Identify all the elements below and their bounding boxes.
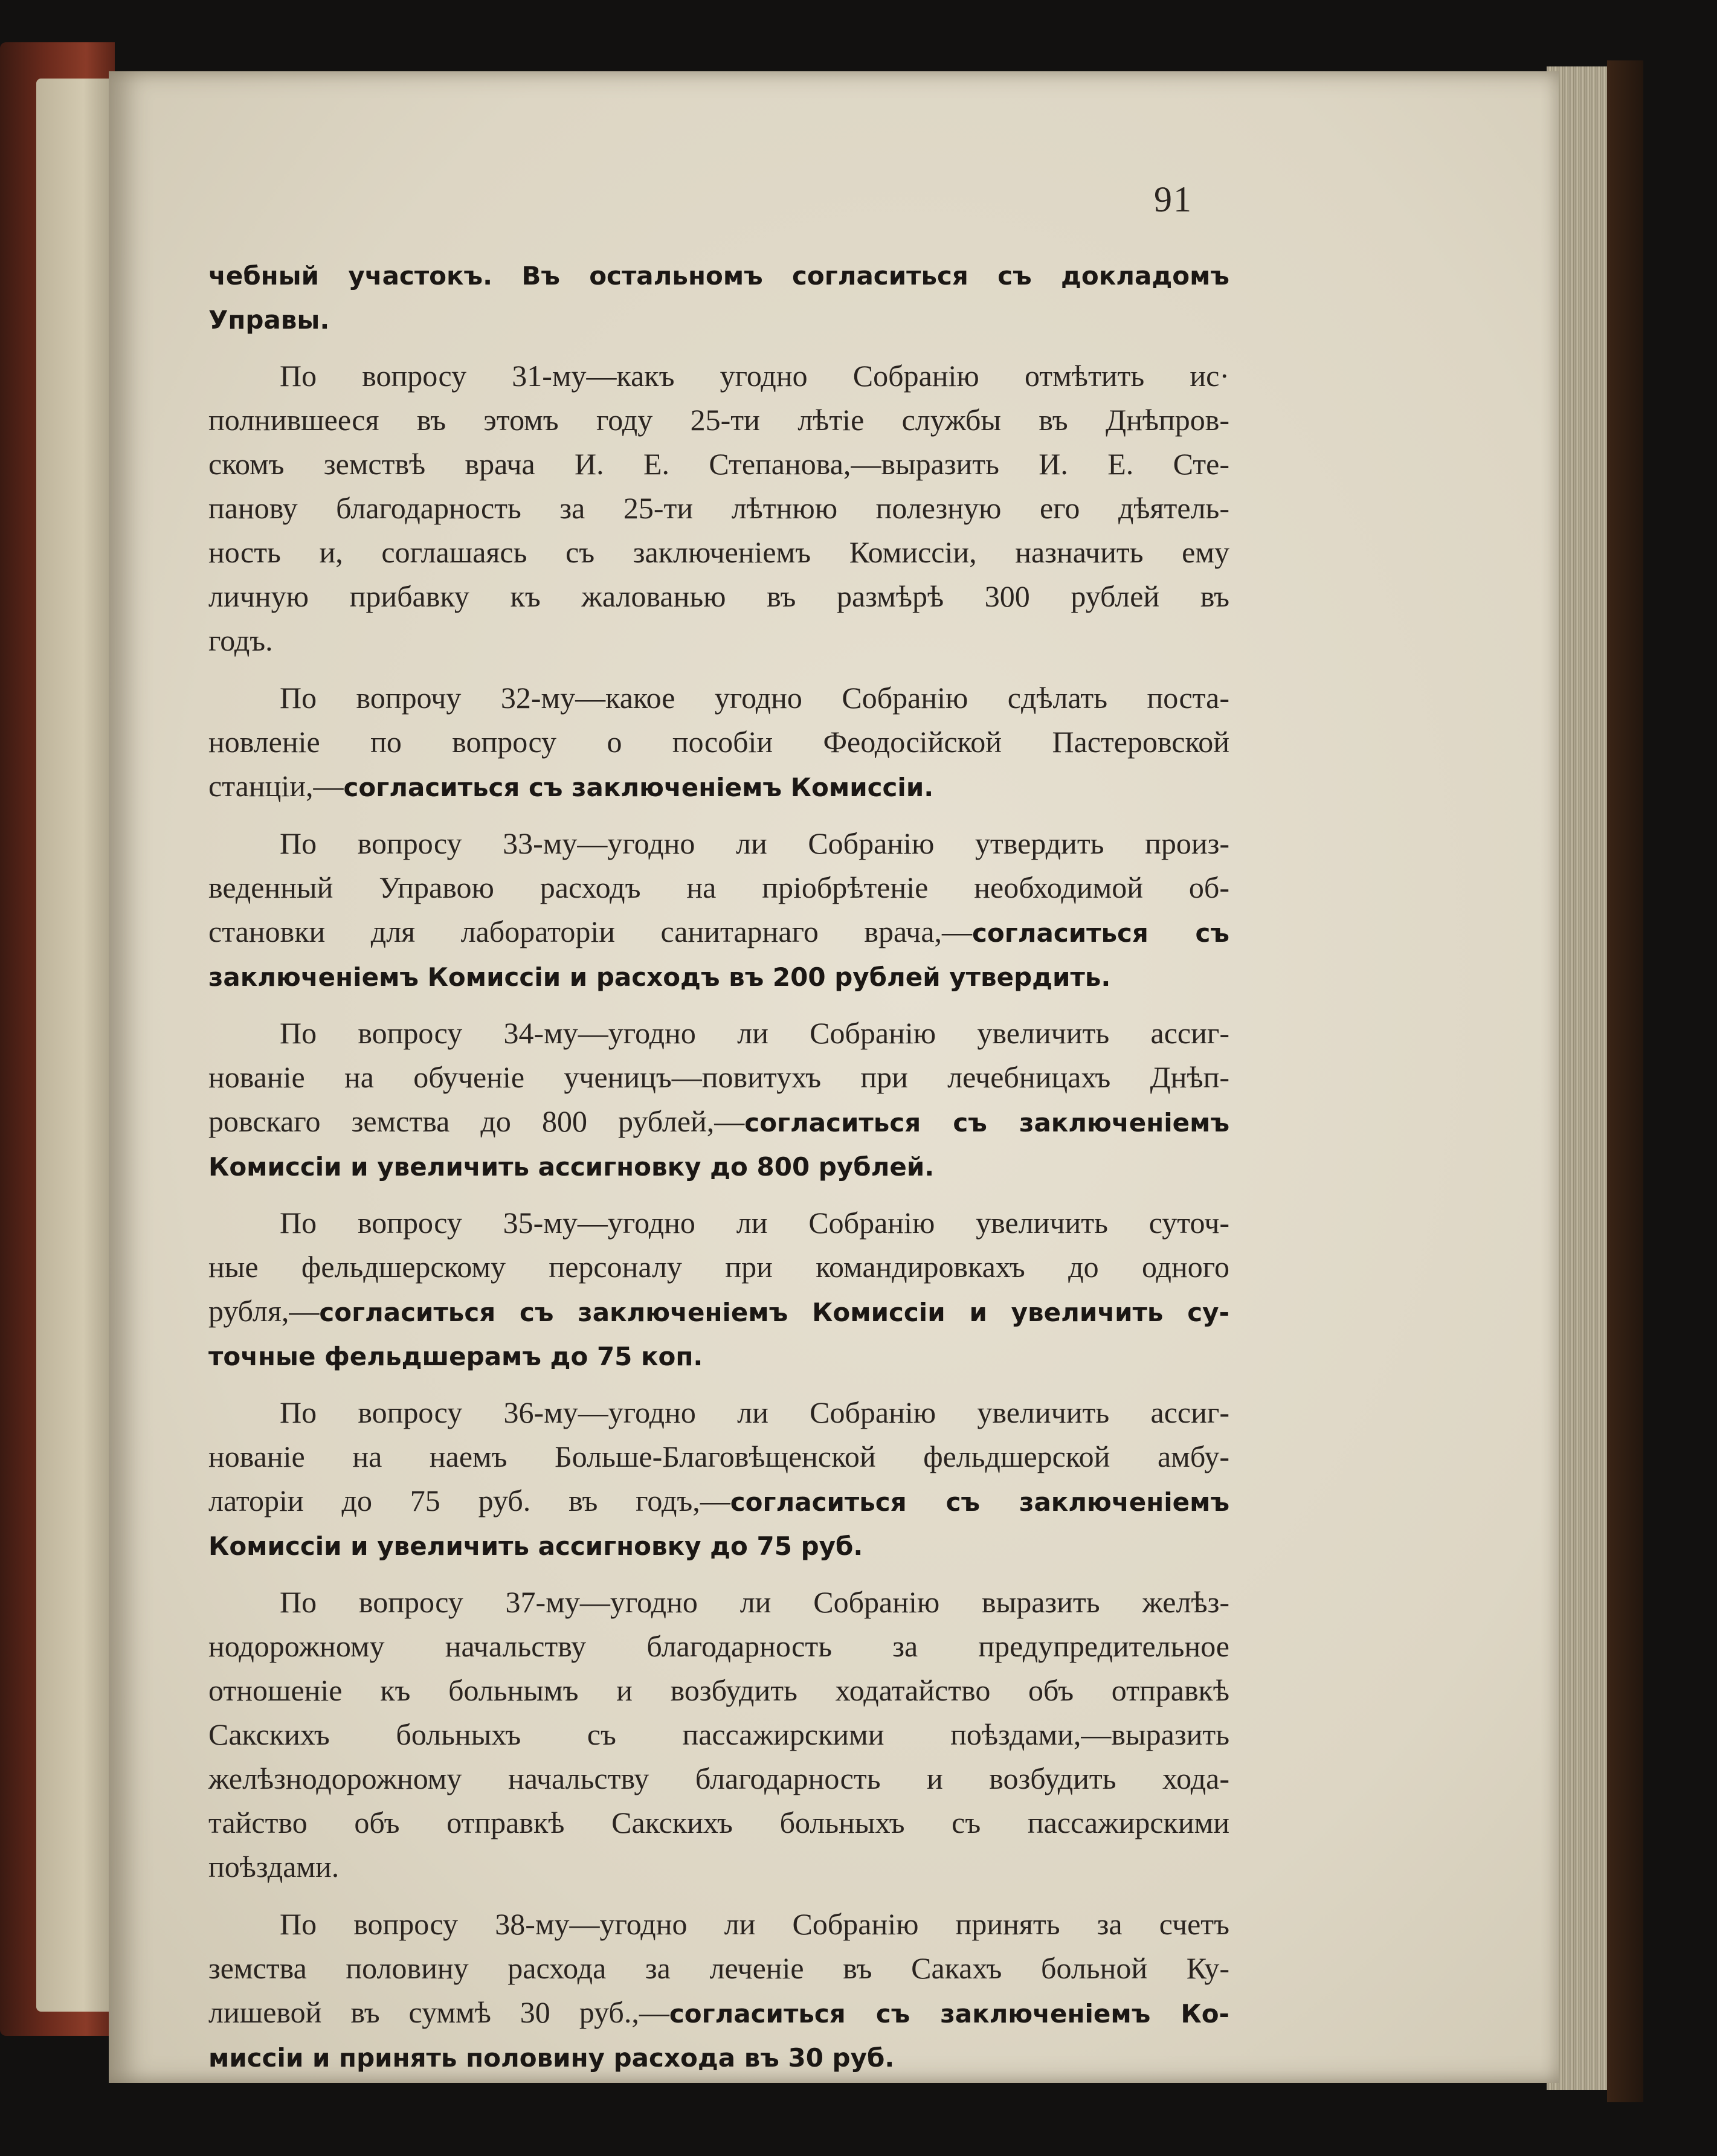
text-line bbox=[208, 1990, 1229, 2035]
text-segment: По вопросу 31-му—какъ угодно Собранію отмѣтить ис· bbox=[280, 359, 1229, 393]
text-line bbox=[208, 1435, 1229, 1479]
bold-segment: согласиться съ заключеніемъ Комиссіи. bbox=[343, 773, 934, 802]
text-segment: полнившееся въ этомъ году 25-ти лѣтіе службы въ Днѣпров- bbox=[208, 403, 1229, 437]
text-segment: станціи,— bbox=[208, 769, 344, 803]
text-line bbox=[208, 619, 1229, 663]
text-line bbox=[208, 574, 1229, 619]
text-line bbox=[208, 530, 1229, 574]
text-line bbox=[208, 1902, 1229, 1946]
text-line bbox=[208, 1946, 1229, 1990]
paragraph bbox=[208, 822, 1229, 998]
text-line bbox=[208, 1099, 1229, 1144]
text-line bbox=[208, 1245, 1229, 1289]
page-number: 91 bbox=[1154, 179, 1193, 219]
text-line bbox=[208, 253, 1229, 297]
body-text bbox=[208, 253, 1229, 2079]
text-segment: По вопрочу 32-му—какое угодно Собранію сдѣлать поста- bbox=[280, 681, 1229, 715]
text-segment: По вопросу 37-му—угодно ли Собранію выразить желѣз- bbox=[280, 1585, 1229, 1619]
text-segment: отношеніе къ больнымъ и возбудить ходатайство объ отправкѣ bbox=[208, 1673, 1229, 1707]
text-segment: Сакскихъ больныхъ съ пассажирскими поѣздами,—выразить bbox=[208, 1717, 1229, 1751]
text-segment: годъ. bbox=[208, 623, 273, 657]
text-line bbox=[208, 866, 1229, 910]
paragraph bbox=[208, 354, 1229, 663]
text-segment: По вопросу 35-му—угодно ли Собранію увеличить суточ- bbox=[280, 1206, 1229, 1240]
text-line bbox=[208, 1201, 1229, 1245]
book-cover-right bbox=[1607, 60, 1643, 2102]
bold-segment: чебный участокъ. Въ остальномъ согласиться съ докладомъ bbox=[208, 261, 1229, 291]
text-line bbox=[208, 1580, 1229, 1624]
paragraph-gap bbox=[208, 1188, 1229, 1201]
text-line bbox=[208, 1668, 1229, 1713]
text-line bbox=[208, 764, 1229, 808]
text-segment: поѣздами. bbox=[208, 1850, 340, 1884]
text-line bbox=[208, 1523, 1229, 1567]
text-line bbox=[208, 354, 1229, 398]
bold-segment: согласиться съ bbox=[972, 918, 1229, 948]
text-segment: По вопросу 34-му—угодно ли Собранію увеличить ассиг- bbox=[280, 1016, 1229, 1050]
text-line bbox=[208, 1391, 1229, 1435]
paragraph-gap bbox=[208, 808, 1229, 822]
paragraph bbox=[208, 1201, 1229, 1377]
text-line bbox=[208, 720, 1229, 764]
bold-segment: согласиться съ заключеніемъ bbox=[730, 1487, 1230, 1517]
paragraph-gap bbox=[208, 1889, 1229, 1902]
paragraph bbox=[208, 676, 1229, 808]
text-segment: ные фельдшерскому персоналу при командировкахъ до одного bbox=[208, 1250, 1229, 1284]
paragraph bbox=[208, 1902, 1229, 2079]
text-segment: панову благодарность за 25-ти лѣтнюю полезную его дѣятель- bbox=[208, 491, 1229, 525]
paragraph-gap bbox=[208, 341, 1229, 354]
text-line bbox=[208, 822, 1229, 866]
bold-segment: согласиться съ заключеніемъ Ко- bbox=[669, 1999, 1229, 2029]
text-line bbox=[208, 1624, 1229, 1668]
paragraph bbox=[208, 1011, 1229, 1188]
text-segment: ровскаго земства до 800 рублей,— bbox=[208, 1104, 745, 1138]
paragraph-gap bbox=[208, 663, 1229, 676]
text-segment: По вопросу 38-му—угодно ли Собранію принять за счетъ bbox=[280, 1907, 1229, 1941]
text-line bbox=[208, 398, 1229, 442]
text-segment: По вопросу 36-му—угодно ли Собранію увеличить ассиг- bbox=[280, 1395, 1229, 1429]
text-line bbox=[208, 1333, 1229, 1377]
bold-segment: точные фельдшерамъ до 75 коп. bbox=[208, 1342, 703, 1371]
text-line bbox=[208, 442, 1229, 486]
text-segment: желѣзнодорожному начальству благодарность и возбудить хода- bbox=[208, 1762, 1229, 1795]
text-segment: веденный Управою расходъ на пріобрѣтеніе необходимой об- bbox=[208, 870, 1229, 904]
bold-segment: заключеніемъ Комиссіи и расходъ въ 200 рублей утвердить. bbox=[208, 962, 1111, 992]
text-segment: личную прибавку къ жалованью въ размѣрѣ 300 рублей въ bbox=[208, 579, 1229, 613]
left-page-edge bbox=[36, 79, 115, 2012]
text-line bbox=[208, 1479, 1229, 1523]
text-segment: новленіе по вопросу о пособіи Феодосійской Пастеровской bbox=[208, 725, 1229, 759]
text-line bbox=[208, 1289, 1229, 1333]
text-line bbox=[208, 297, 1229, 341]
text-segment: лишевой въ суммѣ 30 руб.,— bbox=[208, 1995, 669, 2029]
text-line bbox=[208, 1055, 1229, 1099]
text-line bbox=[208, 1845, 1229, 1889]
bold-segment: согласиться съ заключеніемъ bbox=[744, 1108, 1229, 1138]
paragraph bbox=[208, 1391, 1229, 1567]
paragraph-gap bbox=[208, 998, 1229, 1011]
paragraph bbox=[208, 1580, 1229, 1889]
paragraph-gap bbox=[208, 1377, 1229, 1391]
paragraph bbox=[208, 253, 1229, 341]
text-line bbox=[208, 910, 1229, 954]
text-segment: земства половину расхода за леченіе въ Сакахъ больной Ку- bbox=[208, 1951, 1229, 1985]
text-segment: ность и, соглашаясь съ заключеніемъ Комиссіи, назначить ему bbox=[208, 535, 1229, 569]
text-line bbox=[208, 1757, 1229, 1801]
bold-segment: миссіи и принять половину расхода въ 30 руб. bbox=[208, 2043, 895, 2073]
text-segment: тайство объ отправкѣ Сакскихъ больныхъ съ пассажирскими bbox=[208, 1806, 1229, 1839]
text-line bbox=[208, 1713, 1229, 1757]
bold-segment: согласиться съ заключеніемъ Комиссіи и увеличить су- bbox=[319, 1298, 1229, 1327]
bold-segment: Комиссіи и увеличить ассигновку до 800 рублей. bbox=[208, 1152, 935, 1182]
text-segment: нодорожному начальству благодарность за предупредительное bbox=[208, 1629, 1229, 1663]
text-segment: нованіе на наемъ Больше-Благовѣщенской фельдшерской амбу- bbox=[208, 1440, 1229, 1473]
text-segment: По вопросу 33-му—угодно ли Собранію утвердить произ- bbox=[280, 826, 1229, 860]
paragraph-gap bbox=[208, 1567, 1229, 1580]
text-segment: скомъ земствѣ врача И. Е. Степанова,—выразить И. Е. Сте- bbox=[208, 447, 1229, 481]
text-line bbox=[208, 1011, 1229, 1055]
text-line bbox=[208, 1144, 1229, 1188]
text-line bbox=[208, 486, 1229, 530]
text-segment: латоріи до 75 руб. въ годъ,— bbox=[208, 1484, 730, 1517]
text-segment: рубля,— bbox=[208, 1294, 320, 1328]
bold-segment: Управы. bbox=[208, 305, 330, 335]
text-segment: нованіе на обученіе ученицъ—повитухъ при лечебницахъ Днѣп- bbox=[208, 1060, 1229, 1094]
text-line bbox=[208, 954, 1229, 998]
text-line bbox=[208, 1801, 1229, 1845]
text-line bbox=[208, 2035, 1229, 2079]
text-segment: становки для лабораторіи санитарнаго врача,— bbox=[208, 915, 973, 948]
bold-segment: Комиссіи и увеличить ассигновку до 75 руб. bbox=[208, 1531, 863, 1561]
text-line bbox=[208, 676, 1229, 720]
